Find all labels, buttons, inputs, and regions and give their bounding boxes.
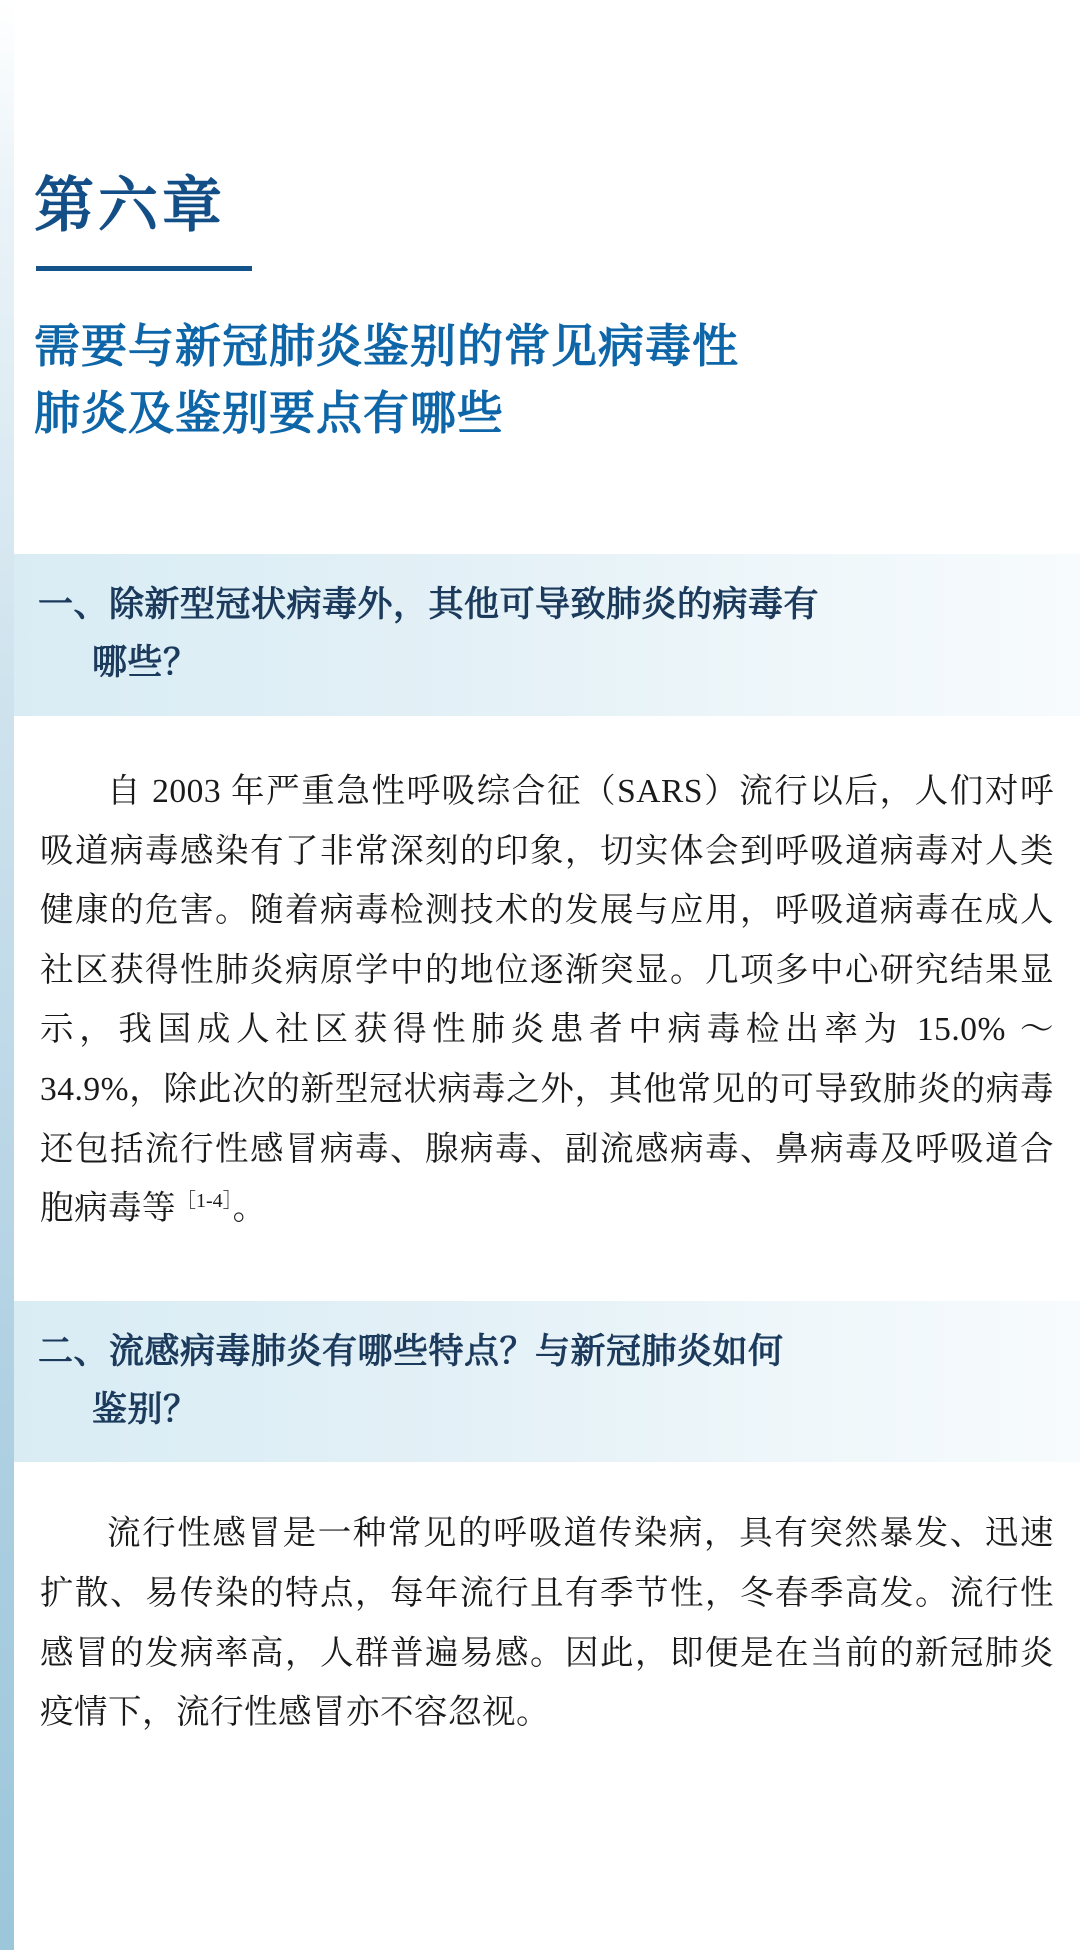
section-title-2-line-1: 二、流感病毒肺炎有哪些特点？与新冠肺炎如何 (38, 1331, 784, 1371)
section-1-paragraph (40, 762, 1054, 1239)
decorative-left-band (0, 0, 14, 1950)
section-heading-2 (14, 1301, 1080, 1463)
reference-marker: ［1-4］ (176, 1190, 233, 1213)
chapter-divider (36, 266, 252, 271)
section-title-1 (38, 576, 1056, 692)
section-title-1-line-1: 一、除新型冠状病毒外，其他可导致肺炎的病毒有 (38, 585, 820, 625)
section-2-paragraph: 流行性感冒是一种常见的呼吸道传染病，具有突然暴发、迅速扩散、易传染的特点，每年流行且有季节性，冬春季高发。流行性感冒的发病率高，人群普遍易感。因此，即便是在当前的新冠肺炎疫情下，流行性感冒亦不容忽视。 (40, 1515, 1054, 1732)
page-title-line-1: 需要与新冠肺炎鉴别的常见病毒性 (34, 320, 739, 372)
section-heading-1 (14, 554, 1080, 716)
page-title (34, 313, 1044, 446)
section-title-2 (38, 1323, 1056, 1439)
section-1-paragraph-text: 自 2003 年严重急性呼吸综合征（SARS）流行以后，人们对呼吸道病毒感染有了非常深刻的印象，切实体会到呼吸道病毒对人类健康的危害。随着病毒检测技术的发展与应用，呼吸道病毒在成人社区获得性肺炎病原学中的地位逐渐突显。几项多中心研究结果显示，我国成人社区获得性肺炎患者中病毒检出率为 15.0% ～ 34.9%，除此次的新型冠状病毒之外，其他常见的可导致肺炎的病毒还包括流行性感冒病毒、腺病毒、副流感病毒、鼻病毒及呼吸道合胞病毒等 (40, 772, 1054, 1228)
section-title-2-line-2: 鉴别？ (92, 1389, 199, 1429)
page-title-line-2: 肺炎及鉴别要点有哪些 (34, 386, 504, 439)
section-1-paragraph-end: 。 (232, 1190, 267, 1228)
page-content (14, 0, 1080, 1950)
chapter-label: 第六章 (34, 173, 226, 239)
section-title-1-line-2: 哪些？ (92, 643, 199, 683)
